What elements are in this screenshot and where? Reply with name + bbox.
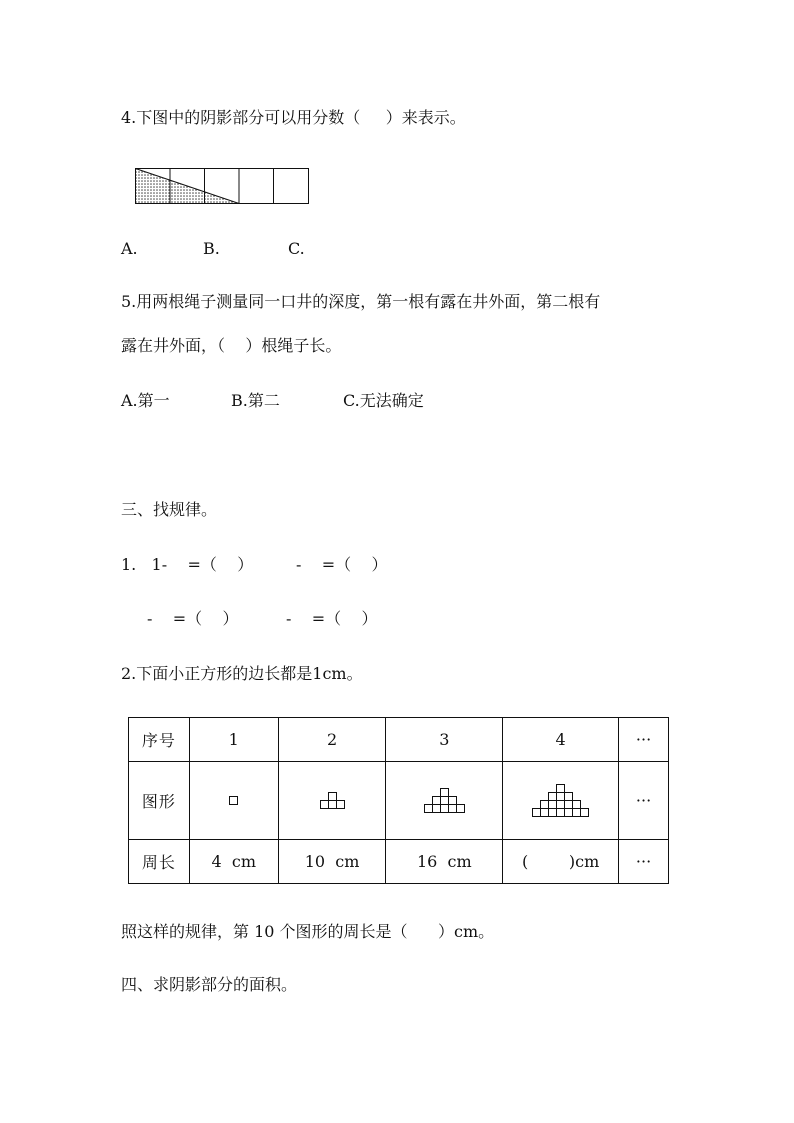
q5-option-a: A.第一 [121,391,170,410]
square-stack-figure [424,788,465,813]
q5-line1: 5.用两根绳子测量同一口井的深度，第一根有露在井外面，第二根有 [121,292,601,311]
cell-ellipsis: ··· [619,718,669,762]
table-row [129,840,669,884]
row-header-perimeter: 周长 [129,840,190,884]
cell-index: 4 [503,718,619,762]
table-row [129,762,669,840]
cell-perimeter: 4 cm [189,840,278,884]
q4-option-c: C. [288,239,305,258]
q2-text: 2.下面小正方形的边长都是1cm。 [121,664,363,683]
cell-index: 1 [189,718,278,762]
q5-line2: 露在井外面，（ ）根绳子长。 [121,336,342,355]
cell-ellipsis: ··· [619,840,669,884]
q4-option-a: A. [121,239,138,258]
q2-follow-up: 照这样的规律，第 10 个图形的周长是（ ）cm。 [121,922,495,941]
cell-index: 2 [278,718,386,762]
pattern-table [128,717,669,884]
cell-figure-1 [189,762,278,840]
shaded-bar-figure [135,168,310,204]
square-stack-figure [320,792,345,809]
cell-index: 3 [386,718,503,762]
row-header-figure: 图形 [129,762,190,840]
q4-text: 4.下图中的阴影部分可以用分数（ ）来表示。 [121,108,466,127]
q5-option-b: B.第二 [231,391,280,410]
q4-option-b: B. [203,239,220,258]
cell-perimeter: 10 cm [278,840,386,884]
cell-figure-4 [503,762,619,840]
q1-expr-4: - =（ ） [286,609,378,628]
q1-expr-3: - =（ ） [147,609,239,628]
table-row [129,718,669,762]
cell-perimeter-blank: ( )cm [503,840,619,884]
q1-expr-2: - =（ ） [296,555,388,574]
q1-expr-1: 1. 1- =（ ） [121,555,254,574]
cell-perimeter: 16 cm [386,840,503,884]
square-stack-figure [532,784,589,817]
q5-option-c: C.无法确定 [343,391,424,410]
row-header-index: 序号 [129,718,190,762]
cell-figure-3 [386,762,503,840]
cell-figure-2 [278,762,386,840]
square-stack-figure [229,796,238,805]
cell-ellipsis: ··· [619,762,669,840]
section3-heading: 三、找规律。 [121,500,218,519]
section4-heading: 四、求阴影部分的面积。 [121,975,298,994]
